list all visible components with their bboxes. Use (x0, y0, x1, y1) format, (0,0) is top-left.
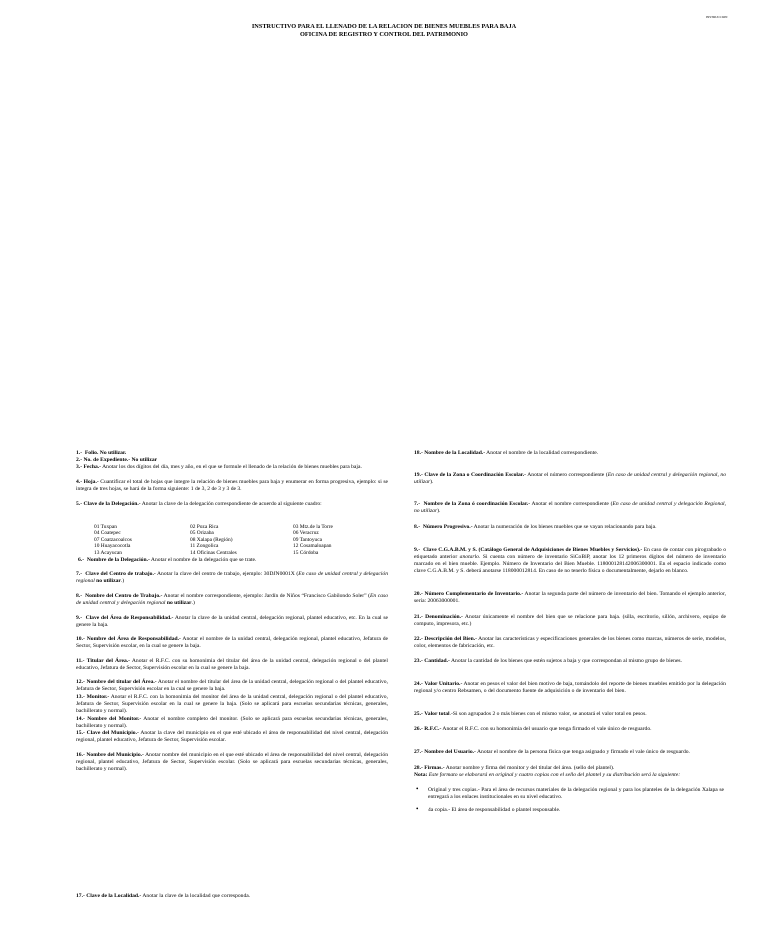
document-header (0, 23, 768, 38)
item-7: 7.- Clave del Centro de trabajo.- Anotar la clave del centro de trabajo, ejemplo: 30DJN0001X (En caso de unidad central y delegación regional no utilizar.) (76, 571, 389, 585)
item-15: 15.- Clave del Municipio.- Anotar la clave del municipio en el que esté ubicado el área de responsabilidad del nivel central, delegación regional, plantel educativo, Jefatura de Sector, Supervisión escolar. (76, 730, 388, 744)
item-19: 19.- Clave de la Zona o Coordinación Escolar.- Anotar el número correspondiente (En caso de unidad central y delegación regional, no utilizar). (414, 472, 726, 486)
item-21: 21.- Denominación.- Anotar únicamente el nombre del bien que se relacione para baja. (silla, escritorio, sillón, archivero, equipo de computo, impresora, etc.) (414, 614, 726, 628)
item-13: 13.- Monitor.- Anotar el R.F.C. con la homonimia del monitor del área de la unidad central, delegación regional o del plantel educativo, Jefatura de Sector, Supervisión escolar en la cual se genere la baja. (Solo se aplicará para escuelas secundarias técnicas, generales, bachillerato y normal). (76, 694, 388, 715)
item-7-zona: 7.- Nombre de la Zona ó coordinación Escolar.- Anotar el nombre correspondiente (En caso de unidad central y delegación Regional, no utilizar). (414, 501, 726, 515)
item-9-cgabms: 9.- Clave C.G.A.B.M. y S. (Catálogo General de Adquisiciones de Bienes Muebles y Servicios).- En caso de contar con pirograbado o etiquetado anterior anotarlo. Si cuenta con número de inventario SiCoBiP, anotar los 12 primeros dígitos del número de inventario marcado en el bien mueble. Ejemplo. Número de Inventario del Bien Mueble. 118000128142006300001. En el espacio indicado como clave C.G.A.B.M. y S. deberá anotarse 118000012814. En caso de no tenerlo física o documentalmente, dejarlo en blanco. (414, 547, 726, 575)
delegation-column-3: 03 Mtz.de la Torre 06 Veracruz 09 Tantoyuca 12 Cosamaloapan 15 Córdoba (293, 524, 333, 556)
delegation-column-2: 02 Poza Rica 05 Orizaba 08 Xalapa (Región) 11 Zongolica 14 Oficinas Centrales (190, 524, 237, 556)
item-12: 12.- Nombre del titular del Área.- Anotar el nombre del titular del área de la unidad central, delegación regional o del plantel educativo, Jefatura de Sector, Supervisión escolar en la cual se genere la baja. (76, 679, 388, 693)
item-27: 27.- Nombre del Usuario.- Anotar el nombre de la persona física que tenga asignado y firmado el vale único de resguardo. (414, 749, 690, 755)
item-1: 1.- Folio. No utilizar. (76, 450, 127, 456)
bullet-icon: • (416, 805, 419, 813)
item-3: 3.- Fecha.- Anotar los dos dígitos del día, mes y año, en el que se formule el llenado de la relación de bienes muebles para baja. (76, 464, 362, 470)
header-subtitle: OFICINA DE REGISTRO Y CONTROL DEL PATRIMONIO (300, 30, 468, 38)
item-24: 24.- Valor Unitario.- Anotar en pesos el valor del bien motivo de baja, tomándolo del reporte de bienes muebles emitido por la delegación regional y/o centro Rebsamen, o del documento fuente de adquisición o de inventario del bien. (414, 681, 726, 695)
item-18: 18.- Nombre de la Localidad.- Anotar el nombre de la localidad correspondiente. (414, 450, 599, 456)
distribution-item-copy: • 4a copia.- El área de responsabilidad o plantel responsable. (416, 805, 561, 813)
item-14: 14.- Nombre del Monitor.- Anotar el nombre completo del monitor. (Solo se aplicará para escuelas secundarias técnicas, generales, bachillerato y normal). (76, 716, 388, 730)
bullet-icon: • (416, 785, 419, 793)
item-8: 8.- Nombre del Centro de Trabajo.- Anotar el nombre correspondiente, ejemplo: Jardín de Niños “Francisco Gabilondo Soler” (En caso de unidad central y delegación regional no utilizar.) (76, 593, 389, 607)
item-17: 17.- Clave de la Localidad.- Anotar la clave de la localidad que corresponda. (76, 893, 251, 899)
item-28: 28.- Firmas.- Anotar nombre y firma del monitor y del titular del área. (sello del plantel). (414, 765, 615, 771)
item-26: 26.- R.F.C.- Anotar el R.F.C. con su homonimia del usuario que tenga firmado el vale único de resguardo. (414, 726, 652, 732)
item-22: 22.- Descripción del Bien.- Anotar las características y especificaciones generales de los bienes como marcas, números de serie, modelos, color, elementos de fabricación, etc. (414, 636, 726, 650)
item-25: 25.- Valor total.-Si son agrupados 2 o más bienes con el mismo valor, se anotará el valor total en pesos. (414, 711, 647, 717)
document-code: INSTRUCCION (706, 15, 728, 19)
item-16: 16.- Nombre del Municipio.- Anotar nombre del municipio en el que esté ubicado el área de responsabilidad del nivel central, delegación regional, plantel educativo, Jefatura de Sector, Supervisión escolar. (Solo se aplicará para escuelas secundarias técnicas, generales, bachillerato y normal). (76, 752, 388, 773)
item-11: 11.- Titular del Área.- Anotar el R.F.C. con su homonimia del titular del área de la unidad central, delegación regional o del plantel educativo, Jefatura de Sector, Supervisión escolar en la cual se genere la baja. (76, 658, 388, 672)
item-20: 20.- Número Complementario de Inventario.- Anotar la segunda parte del número de inventario del bien. Tomando el ejemplo anterior, sería: 20063000001. (414, 591, 726, 605)
item-23: 23.- Cantidad.- Anotar la cantidad de los bienes que estén sujetos a baja y que correspondan al mismo grupo de bienes. (414, 658, 682, 664)
header-title: INSTRUCTIVO PARA EL LLENADO DE LA RELACION DE BIENES MUEBLES PARA BAJA (251, 23, 517, 30)
item-6: 6.- Nombre de la Delegación.- Anotar el nombre de la delegación que se trate. (78, 557, 257, 563)
item-10: 10.- Nombre del Área de Responsabilidad.- Anotar el nombre de la unidad central, delegación regional, plantel educativo, Jefatura de Sector, Supervisión escolar, en la cual se genere la baja. (76, 636, 388, 650)
item-4: 4.- Hoja.- Cuantificar el total de hojas que integre la relación de bienes muebles para baja y enumerar en forma progresiva, ejemplo: si se integra de tres hojas, se hará de la forma siguiente: 1 de 3, 2 de 3 y 3 de 3. (76, 479, 388, 493)
delegation-column-1: 01 Tuxpan 04 Coatepec 07 Coatzacoalcos 10 Huayacocotla 13 Acayucan (94, 524, 132, 556)
distribution-item-original: • Original y tres copias.- Para el área de recursos materiales de la delegación regional y para los planteles de la delegación Xalapa se entregará a los enlaces institucionales en su nivel educativo. (416, 785, 724, 801)
item-9: 9.- Clave del Área de Responsabilidad.- Anotar la clave de la unidad central, delegación regional, plantel educativo, etc. En la cual se genere la baja. (76, 615, 389, 629)
item-5: 5.- Clave de la Delegación.- Anotar la clave de la delegación correspondiente de acuerdo al siguiente cuadro: (76, 501, 322, 507)
distribution-note: Nota: Este formato se elaborará en original y cuatro copias con el sello del plantel y su distribución será la siguiente: (414, 772, 681, 778)
item-8-progresivo: 8.- Número Progresivo.- Anotar la numeración de los bienes muebles que se vayan relacionando para baja. (414, 524, 657, 530)
item-2: 2.- No. de Expediente.- No utilizar (76, 457, 158, 463)
